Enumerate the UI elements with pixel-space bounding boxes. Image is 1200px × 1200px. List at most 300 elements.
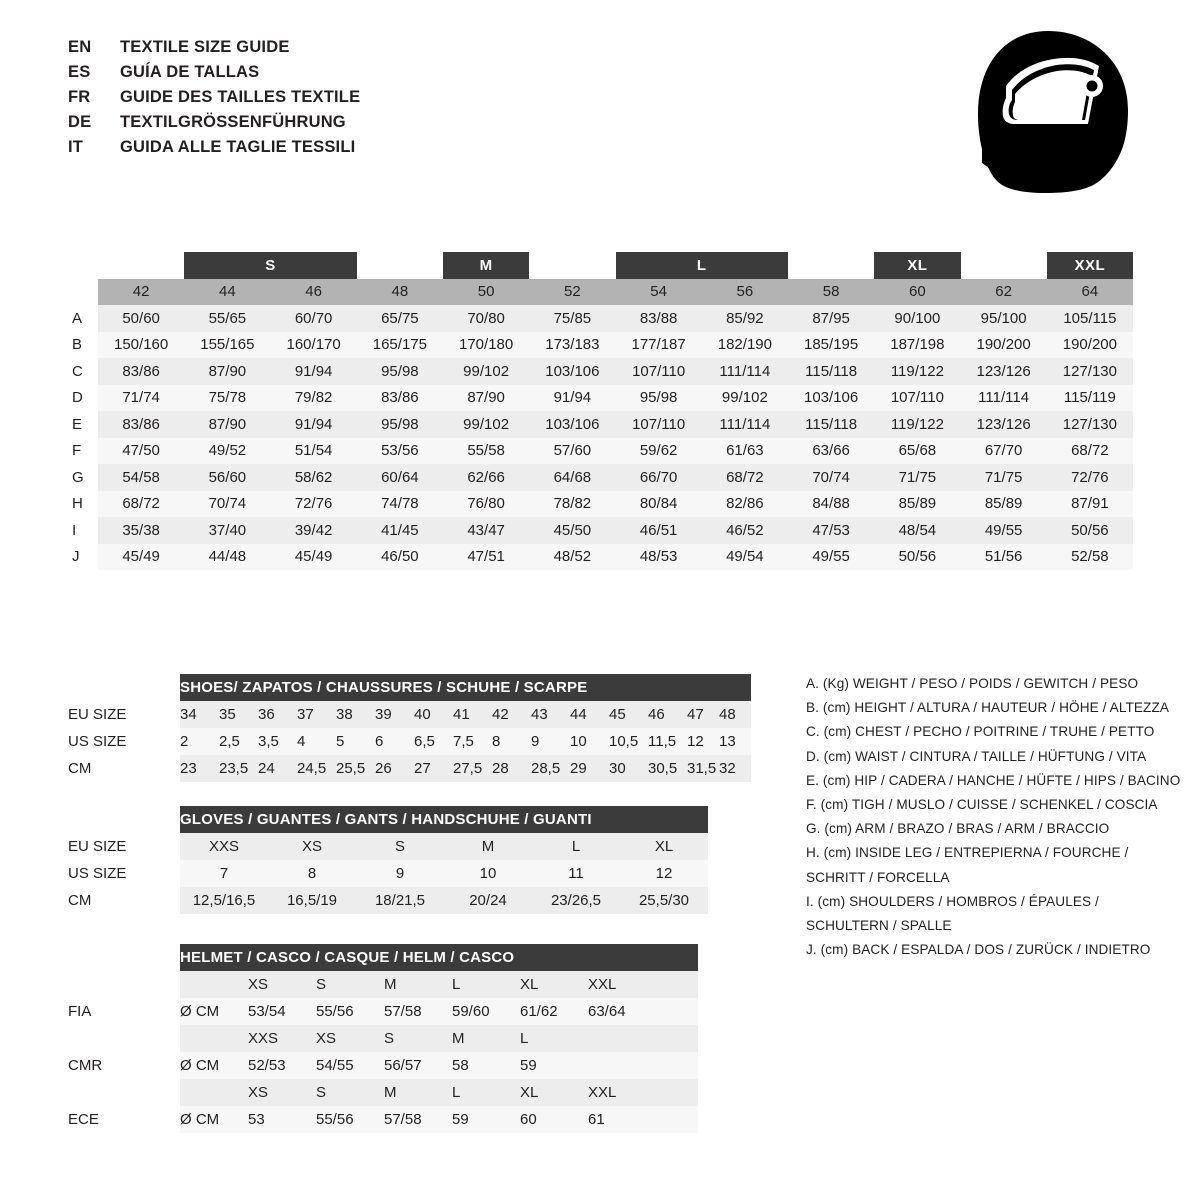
- cell: 23: [180, 760, 197, 777]
- cell: 35/38: [122, 521, 160, 539]
- cell: 25,5/30: [638, 892, 690, 909]
- cell: 91/94: [294, 415, 333, 433]
- row-label: H: [68, 491, 98, 518]
- table-row: [68, 833, 708, 860]
- cell: 37/40: [208, 521, 247, 539]
- table-row: [68, 1079, 698, 1106]
- cell: 41: [453, 706, 470, 723]
- legend-line: J. (cm) BACK / ESPALDA / DOS / ZURÜCK / INDIETRO: [806, 942, 1151, 958]
- cell: 111/114: [719, 415, 771, 433]
- row-label: C: [68, 358, 98, 385]
- cell: 170/180: [459, 336, 514, 354]
- cell: 10: [479, 865, 497, 882]
- cell: 53/54: [248, 1003, 286, 1020]
- cell: 12: [655, 865, 673, 882]
- title-lang: ES: [68, 63, 91, 81]
- cell: 23/26,5: [550, 892, 602, 909]
- size-header-cell: [98, 252, 184, 279]
- helmet-table: [68, 944, 698, 1133]
- cell: 72/76: [1071, 468, 1109, 486]
- cell: 85/92: [726, 309, 764, 327]
- title-row: [68, 38, 360, 63]
- cell: 79/82: [294, 389, 333, 407]
- cell: 50/56: [898, 548, 937, 566]
- cell: 60: [520, 1111, 537, 1128]
- cell: 30,5: [648, 760, 678, 777]
- cell: 78/82: [553, 495, 592, 513]
- cell: 70/80: [467, 309, 505, 327]
- cell: 99/102: [463, 415, 510, 433]
- gloves-table: [68, 806, 708, 914]
- cell: S: [394, 838, 405, 855]
- cell: 119/122: [890, 415, 944, 433]
- legend-line: F. (cm) TIGH / MUSLO / CUISSE / SCHENKEL / COSCIA: [806, 797, 1158, 813]
- cell: 68/72: [726, 468, 764, 486]
- cell: 65/68: [898, 442, 937, 460]
- cell: 70/74: [812, 468, 850, 486]
- cell: 60/64: [381, 468, 419, 486]
- row-label: E: [68, 411, 98, 438]
- size-header-cell-s: S: [184, 252, 357, 279]
- cell: 7: [219, 865, 229, 882]
- cell: 95/98: [381, 415, 419, 433]
- cell: 52/58: [1071, 548, 1109, 566]
- cell: 87/91: [1071, 495, 1109, 513]
- cell: 37: [297, 706, 314, 723]
- cell: 177/187: [631, 336, 686, 354]
- cell: 43/47: [467, 521, 505, 539]
- cell: 70/74: [208, 495, 247, 513]
- size-header-gap: [529, 252, 615, 279]
- table-row: [68, 860, 708, 887]
- title-row: [68, 88, 360, 113]
- cell: 87/95: [812, 309, 850, 327]
- size-header-cell-xl: XL: [874, 252, 960, 279]
- row-label: CM: [68, 887, 180, 914]
- cell: 66/70: [639, 468, 678, 486]
- cell: 24,5: [297, 760, 327, 777]
- title-lang: EN: [68, 38, 92, 56]
- table-row: [68, 971, 698, 998]
- cell: 160/170: [286, 336, 341, 354]
- cell: 62/66: [467, 468, 505, 486]
- cell: 71/75: [898, 468, 937, 486]
- title-lang: DE: [68, 113, 92, 131]
- row-label: D: [68, 385, 98, 412]
- cell: L: [571, 838, 581, 855]
- cell: 107/110: [632, 362, 686, 380]
- cell: 11: [568, 865, 584, 882]
- cell: 75/78: [208, 389, 247, 407]
- cell: 39: [375, 706, 392, 723]
- cell: 51/54: [294, 442, 333, 460]
- cell: XXS: [248, 1030, 279, 1047]
- cell: 72/76: [294, 495, 333, 513]
- cell: 4: [297, 733, 306, 750]
- size-header-cell-m: M: [443, 252, 529, 279]
- cell: 54/58: [122, 468, 160, 486]
- cell: 80/84: [639, 495, 678, 513]
- cell: 46/52: [726, 521, 764, 539]
- table-row: [68, 491, 1133, 518]
- cell: 107/110: [632, 415, 686, 433]
- cell: 39/42: [294, 521, 333, 539]
- cell: 49/55: [984, 521, 1023, 539]
- title-text: GUIDA ALLE TAGLIE TESSILI: [120, 138, 356, 156]
- cell: 83/86: [381, 389, 419, 407]
- cell: 58: [452, 1057, 469, 1074]
- cell: 95/100: [980, 309, 1027, 327]
- row-label: FIA: [68, 998, 180, 1025]
- number-header-cell: 48: [357, 279, 443, 306]
- table-row: [68, 998, 698, 1025]
- cell: 68/72: [122, 495, 160, 513]
- cell: 90/100: [894, 309, 941, 327]
- cell: 50/56: [1071, 521, 1109, 539]
- cell: M: [384, 976, 397, 993]
- cell: 45/49: [122, 548, 160, 566]
- cell: 9: [531, 733, 540, 750]
- cell: 49/52: [208, 442, 247, 460]
- cell: 87/90: [208, 362, 247, 380]
- cell: 115/119: [1063, 389, 1116, 407]
- cell: 55/56: [316, 1111, 354, 1128]
- legend-line: SCHRITT / FORCELLA: [806, 869, 950, 885]
- row-label: G: [68, 464, 98, 491]
- number-header-cell: 64: [1047, 279, 1133, 306]
- row-label: J: [68, 544, 98, 571]
- cell: S: [316, 1084, 327, 1101]
- number-header-cell: 42: [98, 279, 184, 306]
- cell: 85/89: [984, 495, 1023, 513]
- cell: 123/126: [976, 415, 1031, 433]
- cell: 55/65: [208, 309, 247, 327]
- helmet-header: HELMET / CASCO / CASQUE / HELM / CASCO: [180, 944, 698, 971]
- cell: 87/90: [467, 389, 505, 407]
- number-header-cell: 58: [788, 279, 874, 306]
- cell: M: [384, 1084, 397, 1101]
- title-block: [68, 38, 360, 163]
- cell: 9: [395, 865, 405, 882]
- cell: 91/94: [553, 389, 592, 407]
- legend-line: I. (cm) SHOULDERS / HOMBROS / ÉPAULES /: [806, 893, 1099, 909]
- cell: 48/53: [639, 548, 678, 566]
- number-header-cell: 54: [616, 279, 702, 306]
- cell: 111/114: [978, 389, 1030, 407]
- cell: 38: [336, 706, 353, 723]
- gloves-header: GLOVES / GUANTES / GANTS / HANDSCHUHE / GUANTI: [180, 806, 708, 833]
- cell: 74/78: [381, 495, 419, 513]
- cell: 36: [258, 706, 275, 723]
- cell: 95/98: [639, 389, 678, 407]
- cell: 60/70: [294, 309, 333, 327]
- row-label: CM: [68, 755, 180, 782]
- cell: 182/190: [717, 336, 772, 354]
- cell: 35: [219, 706, 236, 723]
- cell: L: [452, 1084, 461, 1101]
- cell: 24: [258, 760, 275, 777]
- cell: 48/54: [898, 521, 937, 539]
- cell: 95/98: [381, 362, 419, 380]
- table-row: [68, 544, 1133, 571]
- cell: 2,5: [219, 733, 240, 750]
- cell: 76/80: [467, 495, 505, 513]
- row-label: US SIZE: [68, 728, 180, 755]
- cell: 41/45: [381, 521, 419, 539]
- table-row: [68, 438, 1133, 465]
- cell: XL: [520, 1084, 539, 1101]
- cell: 10: [570, 733, 587, 750]
- number-header-cell: 60: [874, 279, 960, 306]
- number-header-row: [68, 279, 1133, 306]
- cell: XXL: [588, 1084, 617, 1101]
- title-row: [68, 138, 360, 163]
- cell: 173/183: [545, 336, 600, 354]
- cell: 55/58: [467, 442, 505, 460]
- cell: 187/198: [890, 336, 945, 354]
- cell: 55/56: [316, 1003, 354, 1020]
- cell: 49/54: [726, 548, 764, 566]
- number-header-cell: 62: [961, 279, 1047, 306]
- cell: 54/55: [316, 1057, 354, 1074]
- cell: 45/49: [294, 548, 333, 566]
- cell-unit: Ø CM: [180, 1003, 220, 1020]
- cell: 63/66: [812, 442, 850, 460]
- cell: XS: [248, 1084, 269, 1101]
- legend-line: E. (cm) HIP / CADERA / HANCHE / HÜFTE / HIPS / BACINO: [806, 772, 1181, 788]
- size-header-cell-xxl: XXL: [1047, 252, 1133, 279]
- table-row: [68, 305, 1133, 332]
- cell: 99/102: [721, 389, 768, 407]
- cell: XXL: [588, 976, 617, 993]
- cell: 8: [492, 733, 501, 750]
- cell: 127/130: [1062, 362, 1117, 380]
- cell: 56/60: [208, 468, 247, 486]
- cell: 83/86: [122, 415, 160, 433]
- cell: 68/72: [1071, 442, 1109, 460]
- cell: 103/106: [545, 362, 600, 380]
- shoes-table: [68, 674, 751, 782]
- cell: 65/75: [381, 309, 419, 327]
- legend-line: SCHULTERN / SPALLE: [806, 918, 952, 934]
- cell: 155/165: [200, 336, 255, 354]
- number-header-cell: 46: [271, 279, 357, 306]
- cell: 12,5/16,5: [192, 892, 256, 909]
- cell: 49/55: [812, 548, 850, 566]
- cell: 47/53: [812, 521, 850, 539]
- table-row: [68, 755, 751, 782]
- table-row: [68, 411, 1133, 438]
- cell: XXS: [208, 838, 239, 855]
- title-text: TEXTILGRÖSSENFÜHRUNG: [120, 113, 346, 131]
- cell: 61/62: [520, 1003, 558, 1020]
- legend-line: B. (cm) HEIGHT / ALTURA / HAUTEUR / HÖHE / ALTEZZA: [806, 700, 1170, 716]
- cell: 46/51: [639, 521, 678, 539]
- cell: 59/62: [639, 442, 678, 460]
- row-label: EU SIZE: [68, 701, 180, 728]
- cell: 3,5: [258, 733, 279, 750]
- cell: 8: [307, 865, 317, 882]
- cell: 51/56: [984, 548, 1023, 566]
- cell: 28: [492, 760, 509, 777]
- size-header-gap: [357, 252, 443, 279]
- cell-unit: Ø CM: [180, 1057, 220, 1074]
- table-row: [68, 728, 751, 755]
- cell: 115/118: [805, 362, 858, 380]
- measurement-legend: [806, 672, 1181, 962]
- title-text: TEXTILE SIZE GUIDE: [120, 38, 290, 56]
- cell: 25,5: [336, 760, 366, 777]
- cell: 57/58: [384, 1003, 422, 1020]
- cell: 12: [687, 733, 704, 750]
- cell: 44: [570, 706, 587, 723]
- size-header-cell-l: L: [616, 252, 789, 279]
- cell: 47/50: [122, 442, 160, 460]
- cell: 18/21,5: [374, 892, 426, 909]
- cell: S: [384, 1030, 395, 1047]
- racing-helmet-icon: [968, 28, 1128, 213]
- cell: 91/94: [294, 362, 333, 380]
- cell: 83/88: [639, 309, 678, 327]
- cell: 103/106: [804, 389, 859, 407]
- title-text: GUIDE DES TAILLES TEXTILE: [120, 88, 361, 106]
- cell: 190/200: [1062, 336, 1117, 354]
- cell: 185/195: [804, 336, 859, 354]
- cell: XS: [248, 976, 269, 993]
- number-header-cell: 44: [184, 279, 270, 306]
- cell: 27: [414, 760, 431, 777]
- cell: L: [520, 1030, 529, 1047]
- cell: 23,5: [219, 760, 249, 777]
- cell: 13: [719, 733, 736, 750]
- cell: 111/114: [719, 362, 771, 380]
- cell: 5: [336, 733, 345, 750]
- cell: 83/86: [122, 362, 160, 380]
- cell: 63/64: [588, 1003, 626, 1020]
- row-label: ECE: [68, 1106, 180, 1133]
- cell: 123/126: [976, 362, 1031, 380]
- cell: 107/110: [890, 389, 944, 407]
- table-row: [68, 1106, 698, 1133]
- cell: 85/89: [898, 495, 937, 513]
- table-row: [68, 358, 1133, 385]
- table-row: [68, 1025, 698, 1052]
- title-text: GUÍA DE TALLAS: [120, 63, 260, 81]
- cell: 27,5: [453, 760, 483, 777]
- table-row: [68, 701, 751, 728]
- cell: 10,5: [609, 733, 639, 750]
- cell: 46: [648, 706, 665, 723]
- cell: 115/118: [805, 415, 858, 433]
- cell: 59: [520, 1057, 537, 1074]
- table-row: [68, 1052, 698, 1079]
- cell: 59: [452, 1111, 469, 1128]
- cell: 82/86: [726, 495, 764, 513]
- measurement-table: [68, 252, 1133, 570]
- cell: 53/56: [381, 442, 419, 460]
- cell: 67/70: [984, 442, 1023, 460]
- cell: 71/75: [984, 468, 1023, 486]
- cell: 58/62: [294, 468, 333, 486]
- row-label: B: [68, 332, 98, 359]
- cell: 20/24: [469, 892, 507, 909]
- table-row: [68, 517, 1133, 544]
- size-header-gap: [961, 252, 1047, 279]
- table-row: [68, 385, 1133, 412]
- cell: 47: [687, 706, 704, 723]
- cell: 61: [588, 1111, 605, 1128]
- row-label: EU SIZE: [68, 833, 180, 860]
- cell: 43: [531, 706, 548, 723]
- row-label: A: [68, 305, 98, 332]
- cell: 84/88: [812, 495, 850, 513]
- cell: 150/160: [114, 336, 169, 354]
- title-lang: IT: [68, 138, 84, 156]
- cell: 105/115: [1063, 309, 1117, 327]
- cell: 53: [248, 1111, 265, 1128]
- cell: 56/57: [384, 1057, 422, 1074]
- legend-line: A. (Kg) WEIGHT / PESO / POIDS / GEWITCH / PESO: [806, 676, 1139, 691]
- cell: 87/90: [208, 415, 247, 433]
- cell: 127/130: [1062, 415, 1117, 433]
- row-label: F: [68, 438, 98, 465]
- cell: S: [316, 976, 327, 993]
- cell: 61/63: [726, 442, 764, 460]
- table-row: [68, 332, 1133, 359]
- cell: 103/106: [545, 415, 600, 433]
- cell: XS: [316, 1030, 337, 1047]
- table-row: [68, 464, 1133, 491]
- cell: XL: [654, 838, 674, 855]
- cell: 45/50: [553, 521, 592, 539]
- cell: XS: [301, 838, 322, 855]
- cell: 46/50: [381, 548, 419, 566]
- cell: 165/175: [372, 336, 427, 354]
- table-row: [68, 887, 708, 914]
- cell: 64/68: [553, 468, 592, 486]
- cell: 28,5: [531, 760, 561, 777]
- row-label: CMR: [68, 1052, 180, 1079]
- cell: 48/52: [553, 548, 592, 566]
- legend-line: C. (cm) CHEST / PECHO / POITRINE / TRUHE / PETTO: [806, 724, 1155, 740]
- cell: 29: [570, 760, 587, 777]
- cell: 52/53: [248, 1057, 286, 1074]
- title-row: [68, 113, 360, 138]
- cell: 48: [719, 706, 736, 723]
- cell: 45: [609, 706, 626, 723]
- cell: 57/58: [384, 1111, 422, 1128]
- cell: 2: [180, 733, 189, 750]
- size-header-row: [68, 252, 1133, 279]
- cell: 6: [375, 733, 384, 750]
- cell: M: [481, 838, 495, 855]
- cell-unit: Ø CM: [180, 1111, 220, 1128]
- cell: 190/200: [976, 336, 1031, 354]
- cell: 59/60: [452, 1003, 490, 1020]
- number-header-cell: 50: [443, 279, 529, 306]
- shoes-header: SHOES/ ZAPATOS / CHAUSSURES / SCHUHE / SCARPE: [180, 674, 751, 701]
- cell: 16,5/19: [286, 892, 338, 909]
- title-row: [68, 63, 360, 88]
- cell: 119/122: [890, 362, 944, 380]
- row-label: US SIZE: [68, 860, 180, 887]
- cell: L: [452, 976, 461, 993]
- legend-line: H. (cm) INSIDE LEG / ENTREPIERNA / FOURCHE /: [806, 845, 1129, 861]
- legend-line: D. (cm) WAIST / CINTURA / TAILLE / HÜFTUNG / VITA: [806, 748, 1147, 764]
- cell: 31,5: [687, 760, 717, 777]
- number-header-cell: 56: [702, 279, 788, 306]
- legend-line: G. (cm) ARM / BRAZO / BRAS / ARM / BRACCIO: [806, 821, 1110, 837]
